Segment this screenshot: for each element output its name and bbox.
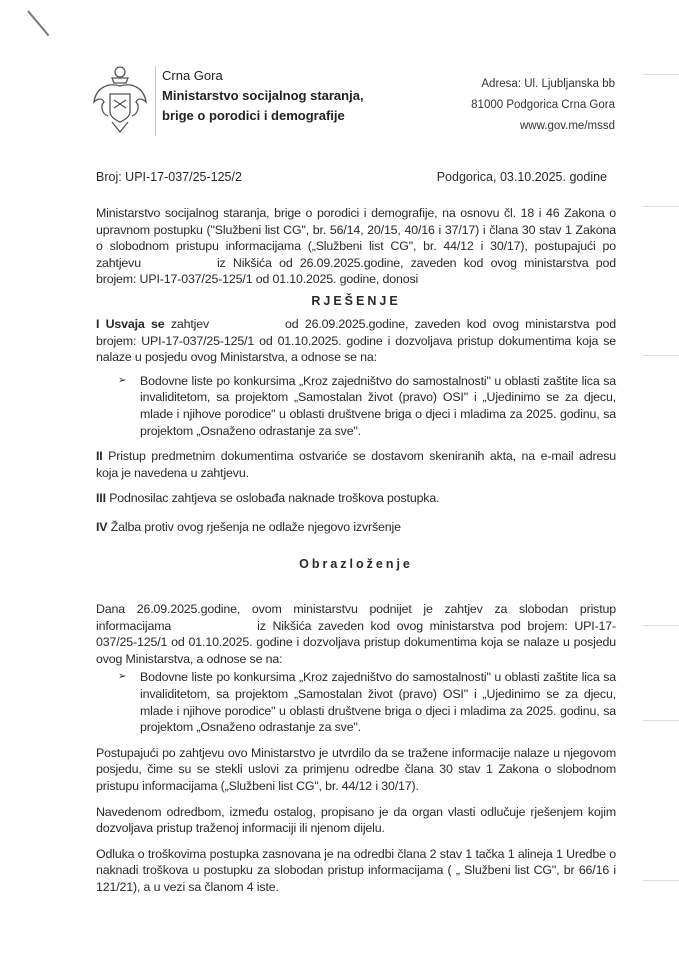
reasoning-p1-text-2: iz Nikšića zaveden kod ovog ministarstva pod brojem: UPI-17-037/25-125/1 od 01.10.2025. godine i dozvoljava pristup dokumentima koja se nalaze u posjedu ovog Ministarstva, a odnose se na: xyxy=(96,618,616,666)
reasoning-title: Obrazloženje xyxy=(299,557,413,571)
reasoning-p2: Postupajući po zahtjevu ovo Ministarstvo je utvrdilo da se tražene informacije nalaze u njegovom posjedu, čime su se stekli uslovi za primjenu odredbe člana 30 stav 1 Zakona o slobodnom pristupu informacijama („Službeni list CG", br. 44/12 i 30/17). xyxy=(96,745,616,793)
scan-edge-mark xyxy=(643,880,679,881)
item-iv-text: Žalba protiv ovog rješenja ne odlaže njegovo izvršenje xyxy=(110,519,401,534)
scan-edge-mark xyxy=(643,625,679,626)
ministry-name-line1: Ministarstvo socijalnog staranja, xyxy=(162,88,364,103)
item-ii-text: Pristup predmetnim dokumentima ostvariće se dostavom skeniranih akta, na e-mail adresu koja je navedena u zahtjevu. xyxy=(96,449,616,480)
decision-section xyxy=(96,316,616,536)
country-name: Crna Gora xyxy=(162,68,223,83)
decision-bullet-text: Bodovne liste po konkursima „Kroz zajedništvo do samostalnosti" u oblasti zaštite lica sa invaliditetom, sa projektom „Samostalan život (pravo) OSI" i „Ujedinimo se za djecu, mlade i njihove porodice" u oblasti društvene briga o djeci i mladima za 2025. godinu, sa projektom „Osnaženo odrastanje za sve". xyxy=(140,373,616,438)
reasoning-bullet-text: Bodovne liste po konkursima „Kroz zajedništvo do samostalnosti" u oblasti zaštite lica sa invaliditetom, sa projektom „Samostalan život (pravo) OSI" i „Ujedinimo se za djecu, mlade i njihove porodice" u oblasti društvene briga o djeci i mladima za 2025. godinu, sa projektom „Osnaženo odrastanje za sve". xyxy=(140,670,616,735)
item-i-text-1: zahtjev xyxy=(170,317,210,331)
scan-mark xyxy=(27,10,49,36)
item-i-label: I Usvaja se xyxy=(96,317,165,331)
scan-edge-mark xyxy=(643,355,679,356)
ministry-address xyxy=(471,74,615,137)
intro-text-1: Ministarstvo socijalnog staranja, brige o porodici i demografije, na osnovu čl. 18 i 46 Zakona o upravnom postupku ("Službeni list CG", br. 56/14, 20/15, 40/16 i 37/17) i člana 30 stav 1 Zakona o slobodnom pristupu informacijama („Službeni list CG", br. 44/12 i 30/17), postupajući po zahtjevu xyxy=(96,206,616,270)
ministry-name-line2: brige o porodici i demografije xyxy=(162,108,345,123)
item-ii-label: II xyxy=(96,449,103,464)
intro-text-2: iz Nikšića od 26.09.2025.godine, zaveden kod ovog ministarstva pod brojem: UPI-17-037/25-125/1 od 01.10.2025. godine, donosi xyxy=(96,255,616,287)
arrow-bullet-icon: ➢ xyxy=(118,671,127,683)
scan-edge-mark xyxy=(643,720,679,721)
reasoning-p1-text-1: Dana 26.09.2025.godine, ovom ministarstvu podnijet je zahtjev za slobodan pristup informacijama xyxy=(96,602,616,633)
decision-title: RJEŠENJE xyxy=(311,294,401,308)
arrow-bullet-icon: ➢ xyxy=(118,374,127,386)
address-website: www.gov.me/mssd xyxy=(519,120,615,132)
item-iii-text: Podnosilac zahtjeva se oslobađa naknade troškova postupka. xyxy=(109,491,440,506)
intro-paragraph xyxy=(96,205,616,288)
scan-edge-mark xyxy=(643,74,679,75)
item-i-text-2: od 26.09.2025.godine, zaveden kod ovog ministarstva pod brojem: UPI-17-037/25-125/1 od 01.10.2025. godine i dozvoljava pristup dokumentima koja se nalaze u posjedu ovog Ministarstva, a odnose se na: xyxy=(96,317,616,365)
item-iii-label: III xyxy=(96,491,106,506)
item-iv-label: IV xyxy=(96,519,108,534)
scan-edge-mark xyxy=(643,206,679,207)
organization-name xyxy=(162,66,364,126)
reasoning-p3: Navedenom odredbom, između ostalog, propisano je da organ vlasti odlučuje rješenjem kojim dozvoljava pristup traženoj informaciji ili njenom dijelu. xyxy=(96,804,616,836)
reasoning-section xyxy=(96,601,616,896)
reasoning-p4: Odluka o troškovima postupka zasnovana je na odredbi člana 2 stav 1 tačka 1 alineja 1 Uredbe o naknadi troškova u postupku za slobodan pristup informacijama ( „ Službeni list CG", br 66/16 i 121/21), a u vezi sa članom 4 iste. xyxy=(96,846,616,894)
document-place-date: Podgorica, 03.10.2025. godine xyxy=(436,170,607,184)
address-city: 81000 Podgorica Crna Gora xyxy=(471,99,615,111)
header-divider xyxy=(155,66,156,136)
address-street: Adresa: Ul. Ljubljanska bb xyxy=(481,78,615,90)
coat-of-arms-logo xyxy=(90,62,150,140)
document-number: Broj: UPI-17-037/25-125/2 xyxy=(96,170,242,184)
